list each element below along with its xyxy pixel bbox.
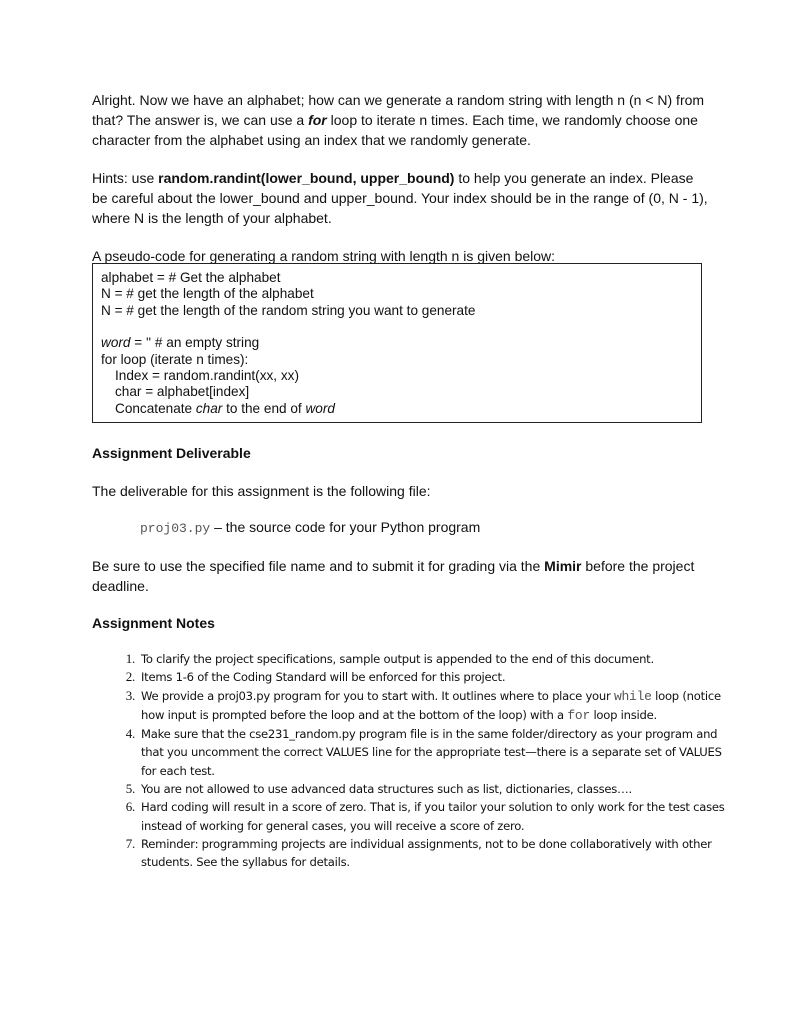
for-keyword: for bbox=[308, 112, 327, 128]
item-text: We provide a proj03.py program for you to start with. It outlines where to place your bbox=[141, 688, 614, 703]
code-word: word bbox=[101, 335, 131, 351]
while-keyword: while bbox=[613, 688, 652, 704]
item-text: loop inside. bbox=[590, 707, 657, 722]
code-line: Index = random.randint(xx, xx) bbox=[115, 368, 299, 384]
notes-list bbox=[116, 650, 728, 872]
item-text: loop (notice how input is prompted before the loop and at the bottom of the loop) with a bbox=[141, 688, 721, 722]
intro-paragraph bbox=[92, 90, 712, 150]
hints-paragraph bbox=[92, 168, 712, 228]
file-name: proj03.py bbox=[140, 521, 211, 536]
intro-text-2: loop to iterate n times. Each time, we randomly choose one character from the alphabet using an index that we randomly generate. bbox=[92, 112, 698, 148]
list-item bbox=[138, 687, 728, 726]
code-text: = '' # an empty string bbox=[130, 335, 260, 351]
hints-suffix: to help you generate an index. Please be careful about the lower_bound and upper_bound. Your index should be in the range of (0, N - 1), where N is the length of your alphabet. bbox=[92, 170, 708, 226]
intro-text: Alright. Now we have an alphabet; how can we generate a random string with length n (n < N) from that? The answer is, we can use a bbox=[92, 92, 705, 128]
deliverable-heading: Assignment Deliverable bbox=[92, 445, 251, 461]
code-line: N = # get the length of the alphabet bbox=[101, 286, 314, 302]
code-word: word bbox=[305, 400, 335, 416]
list-item: 2. Items 1-6 of the Coding Standard will be enforced for this project. bbox=[138, 668, 728, 686]
list-item: 4. Make sure that the cse231_random.py program file is in the same folder/directory as your program and that you uncomment the correct VALUES line for the appropriate test—there is a separate set of VALUES for each test. bbox=[138, 725, 728, 780]
deliverable-text: The deliverable for this assignment is the following file: bbox=[92, 483, 431, 499]
mimir-name: Mimir bbox=[544, 558, 582, 574]
hints-prefix: Hints: use bbox=[92, 170, 159, 186]
code-char: char bbox=[195, 400, 223, 416]
submission-note bbox=[92, 556, 712, 596]
pseudo-intro: A pseudo-code for generating a random string with length n is given below: bbox=[92, 248, 556, 264]
code-text: Concatenate bbox=[115, 400, 196, 416]
code-line: char = alphabet[index] bbox=[115, 384, 250, 400]
list-item: 1. To clarify the project specifications, sample output is appended to the end of this document. bbox=[138, 650, 728, 668]
pseudo-code-box bbox=[92, 263, 702, 423]
for-keyword: for bbox=[567, 707, 591, 723]
code-line: N = # get the length of the random string you want to generate bbox=[101, 302, 476, 318]
randint-function: random.randint(lower_bound, upper_bound) bbox=[158, 170, 455, 186]
code-line bbox=[101, 335, 701, 351]
note-text-2: before the project deadline. bbox=[92, 558, 695, 594]
code-text: to the end of bbox=[222, 400, 306, 416]
list-item: 6. Hard coding will result in a score of zero. That is, if you tailor your solution to only work for the test cases instead of working for general cases, you will receive a score of zero. bbox=[138, 798, 728, 835]
code-line bbox=[101, 401, 701, 417]
deliverable-file bbox=[140, 517, 760, 539]
code-line: for loop (iterate n times): bbox=[101, 351, 249, 367]
notes-heading: Assignment Notes bbox=[92, 615, 215, 631]
file-desc: – the source code for your Python program bbox=[210, 519, 481, 535]
note-text: Be sure to use the specified file name and to submit it for grading via the bbox=[92, 558, 545, 574]
code-line: alphabet = # Get the alphabet bbox=[101, 270, 281, 285]
list-item: 7. Reminder: programming projects are individual assignments, not to be done collaboratively with other students. See the syllabus for details. bbox=[138, 835, 728, 872]
list-item: 5. You are not allowed to use advanced data structures such as list, dictionaries, classes…. bbox=[138, 780, 728, 798]
